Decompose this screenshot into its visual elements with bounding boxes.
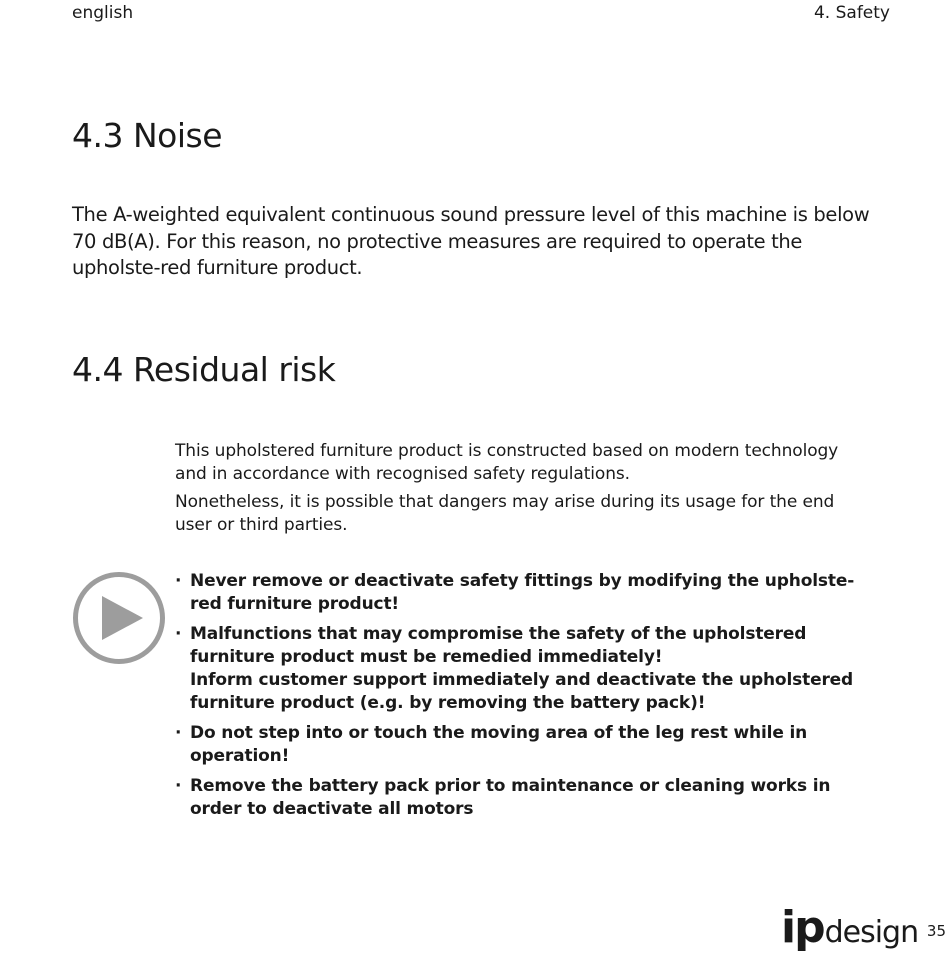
residual-risk-intro: [175, 440, 875, 542]
noise-heading: 4.3 Noise: [72, 116, 223, 155]
list-item: [175, 623, 875, 715]
bullet-marker: ·: [175, 571, 182, 591]
noise-paragraph: The A-weighted equivalent continuous sound pressure level of this machine is below 70 dB(A). For this reason, no protective measures are required to operate the upholste-red furniture product.: [72, 203, 870, 279]
header-language: english: [72, 3, 134, 23]
page-number: 35: [926, 922, 946, 940]
ipdesign-logo: [781, 902, 919, 953]
play-circle-warning-icon: [72, 571, 166, 665]
bullet-text: Remove the battery pack prior to maintenance or cleaning works in order to deactivate all motors: [190, 776, 831, 819]
bullet-text: Malfunctions that may compromise the safety of the upholstered furniture product must be remedied immediately! Inform customer support immediately and deactivate the upholstered furniture product (e.g. by removing the battery pack)!: [190, 624, 854, 713]
residual-risk-heading: 4.4 Residual risk: [72, 350, 336, 389]
logo-ip-text: ip: [781, 902, 824, 953]
list-item: [175, 775, 875, 821]
logo-design-text: design: [824, 915, 919, 950]
intro-paragraph: Nonetheless, it is possible that dangers may arise during its usage for the end user or third parties.: [175, 492, 835, 535]
safety-bullet-list: [175, 570, 875, 828]
intro-paragraph: This upholstered furniture product is constructed based on modern technology and in accordance with recognised safety regulations.: [175, 441, 839, 484]
bullet-marker: ·: [175, 723, 182, 743]
bullet-text: Never remove or deactivate safety fittings by modifying the upholste-red furniture product!: [190, 571, 855, 614]
bullet-marker: ·: [175, 776, 182, 796]
list-item: [175, 570, 875, 616]
bullet-text: Do not step into or touch the moving area of the leg rest while in operation!: [190, 723, 808, 766]
header-chapter: 4. Safety: [813, 3, 890, 23]
list-item: [175, 722, 875, 768]
bullet-marker: ·: [175, 624, 182, 644]
